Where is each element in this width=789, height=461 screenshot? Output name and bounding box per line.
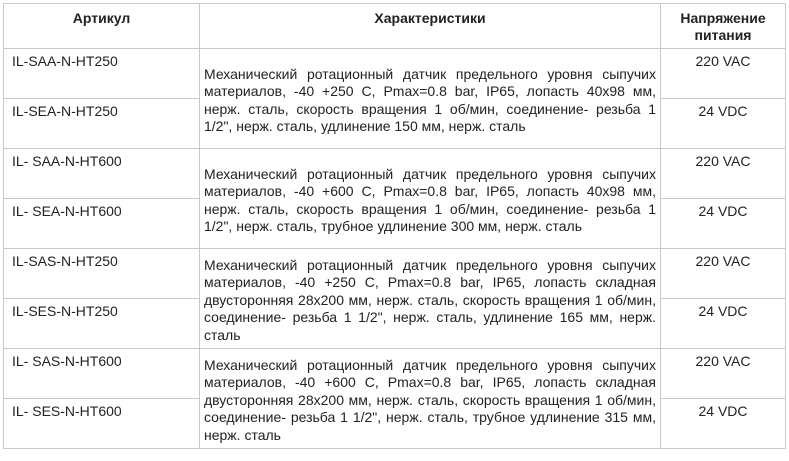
sku-cell: IL- SAA-N-HT600 <box>4 149 200 199</box>
voltage-cell: 220 VAC <box>661 249 786 299</box>
sku-cell: IL- SES-N-HT600 <box>4 399 200 449</box>
table-row <box>4 349 786 399</box>
sku-cell: IL-SEA-N-HT250 <box>4 99 200 149</box>
sku-cell: IL- SEA-N-HT600 <box>4 199 200 249</box>
table-row <box>4 249 786 299</box>
voltage-cell: 24 VDC <box>661 199 786 249</box>
description-cell: Механический ротационный датчик предельного уровня сыпучих материалов, -40 +250 С, Pmax=0.8 bar, IP65, лопасть 40х98 мм, нерж. сталь, скорость вращения 1 об/мин, соединение- резьба 1 1/2", нерж. сталь, удлинение 150 мм, нерж. сталь <box>200 49 661 149</box>
voltage-cell: 220 VAC <box>661 349 786 399</box>
voltage-cell: 24 VDC <box>661 299 786 349</box>
sku-cell: IL-SES-N-HT250 <box>4 299 200 349</box>
table-row <box>4 149 786 199</box>
voltage-cell: 220 VAC <box>661 149 786 199</box>
description-cell: Механический ротационный датчик предельного уровня сыпучих материалов, -40 +250 С, Pmax=0.8 bar, IP65, лопасть складная двусторонняя 28х200 мм, нерж. сталь, скорость вращения 1 об/мин, соединение- резьба 1 1/2", нерж. сталь, удлинение 165 мм, нерж. сталь <box>200 249 661 349</box>
product-table <box>3 3 786 449</box>
header-article: Артикул <box>4 4 200 49</box>
voltage-cell: 24 VDC <box>661 399 786 449</box>
sku-cell: IL-SAA-N-HT250 <box>4 49 200 99</box>
product-table-container <box>3 3 786 449</box>
header-voltage: Напряжение питания <box>661 4 786 49</box>
header-characteristics: Характеристики <box>200 4 661 49</box>
sku-cell: IL- SAS-N-HT600 <box>4 349 200 399</box>
description-cell: Механический ротационный датчик предельного уровня сыпучих материалов, -40 +600 С, Pmax=0.8 bar, IP65, лопасть складная двусторонняя 28х200 мм, нерж. сталь, скорость вращения 1 об/мин, соединение- резьба 1 1/2", нерж. сталь, трубное удлинение 315 мм, нерж. сталь <box>200 349 661 449</box>
table-header-row <box>4 4 786 49</box>
voltage-cell: 24 VDC <box>661 99 786 149</box>
sku-cell: IL-SAS-N-HT250 <box>4 249 200 299</box>
table-row <box>4 49 786 99</box>
description-cell: Механический ротационный датчик предельного уровня сыпучих материалов, -40 +600 С, Pmax=0.8 bar, IP65, лопасть 40х98 мм, нерж. сталь, скорость вращения 1 об/мин, соединение- резьба 1 1/2", нерж. сталь, трубное удлинение 300 мм, нерж. сталь <box>200 149 661 249</box>
voltage-cell: 220 VAC <box>661 49 786 99</box>
